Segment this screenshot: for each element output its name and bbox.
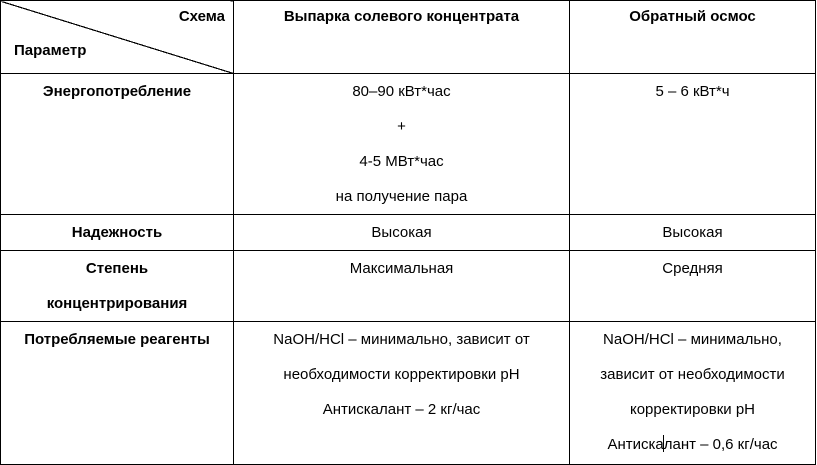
param-reagents-cell [1, 322, 234, 465]
reagents-evaporation-line-2: необходимости корректировки pH [283, 366, 520, 383]
energy-evaporation-line-1: 80–90 кВт*час [352, 83, 451, 100]
reagents-osmosis-line-4-start: Антиска [607, 436, 664, 453]
reagents-osmosis-line-4-end: лант – 0,6 кг/час [663, 436, 778, 453]
reliability-osmosis-cell [570, 215, 816, 251]
header-parameter-label: Параметр [14, 42, 87, 59]
reagents-osmosis-line-2: зависит от необходимости [600, 366, 785, 383]
energy-evaporation-cell [234, 74, 570, 215]
energy-osmosis-cell [570, 74, 816, 215]
param-energy-label: Энергопотребление [42, 83, 192, 100]
reagents-osmosis-line-4 [574, 427, 811, 462]
param-reliability-cell [1, 215, 234, 251]
energy-evaporation-line-4: на получение пара [335, 188, 468, 205]
concentration-osmosis-cell [570, 251, 816, 322]
row-reagents [1, 322, 816, 465]
row-reliability [1, 215, 816, 251]
param-energy-cell [1, 74, 234, 215]
row-energy [1, 74, 816, 215]
param-concentration-line-2: концентрирования [46, 295, 188, 312]
reagents-evaporation-line-3: Антискалант – 2 кг/час [322, 401, 481, 418]
reagents-osmosis-line-1: NaOH/HCl – минимально, [603, 331, 782, 348]
concentration-osmosis-value: Средняя [662, 260, 723, 277]
param-reliability-label: Надежность [71, 224, 163, 241]
header-evaporation-cell [234, 1, 570, 74]
header-evaporation-label: Выпарка солевого концентрата [283, 8, 520, 25]
param-reagents-label: Потребляемые реагенты [24, 331, 210, 348]
param-concentration-line-1: Степень [85, 260, 149, 277]
energy-osmosis-line-1: 5 – 6 кВт*ч [655, 83, 730, 100]
row-concentration [1, 251, 816, 322]
energy-evaporation-line-3: 4-5 МВт*час [359, 153, 444, 170]
reliability-evaporation-cell [234, 215, 570, 251]
header-corner-cell [1, 1, 234, 74]
header-row [1, 1, 816, 74]
header-scheme-label: Схема [178, 8, 225, 25]
concentration-evaporation-cell [234, 251, 570, 322]
reliability-osmosis-value: Высокая [662, 224, 723, 241]
param-concentration-cell [1, 251, 234, 322]
reagents-osmosis-cell[interactable] [570, 322, 816, 465]
header-reverse-osmosis-label: Обратный осмос [629, 8, 756, 25]
header-reverse-osmosis-cell [570, 1, 816, 74]
reagents-evaporation-line-1: NaOH/HCl – минимально, зависит от [273, 331, 530, 348]
reagents-osmosis-line-3: корректировки pH [629, 401, 756, 418]
reagents-evaporation-cell [234, 322, 570, 465]
reliability-evaporation-value: Высокая [371, 224, 432, 241]
concentration-evaporation-value: Максимальная [349, 260, 454, 277]
energy-evaporation-line-2: + [397, 118, 406, 135]
